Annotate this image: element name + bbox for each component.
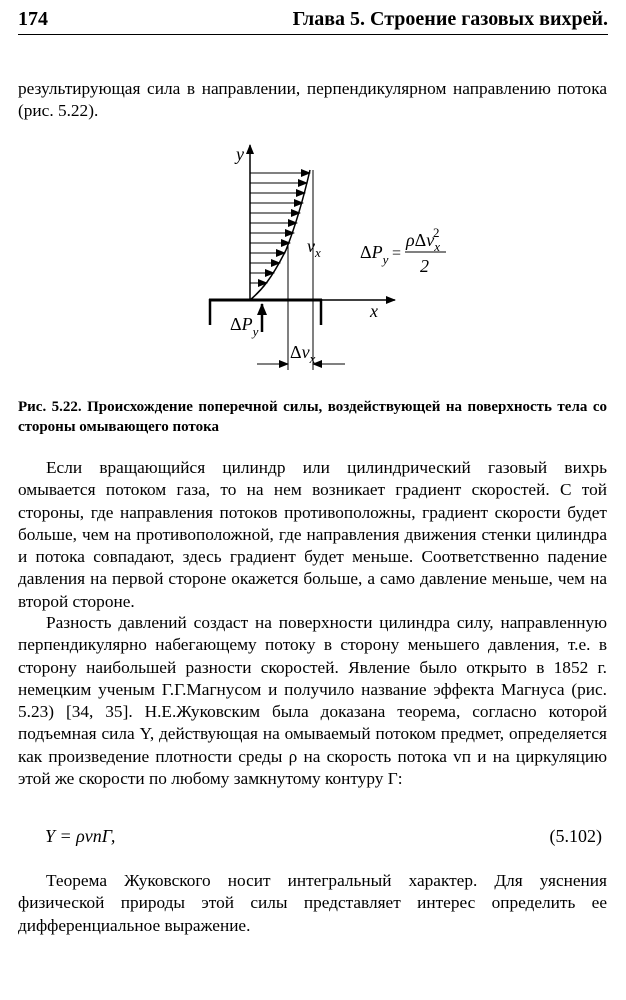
figure-caption: Рис. 5.22. Происхождение поперечной силы, воздействующей на поверхность тела со стороны омывающего потока	[18, 399, 607, 435]
figure-formula	[360, 225, 446, 276]
body-paragraph-3: Теорема Жуковского носит интегральный характер. Для уяснения физической природы этой силы представляет интерес определить ее дифференциальное выражение.	[18, 871, 607, 935]
y-axis-label: y	[236, 144, 244, 164]
delta-vx-label: $\Delta v_x$	[290, 342, 316, 366]
equation-5-102: Y = ρvпГ,	[45, 826, 116, 846]
body-paragraph-2: Разность давлений создаст на поверхности цилиндра силу, направленную перпендикулярно набегающему потоку в сторону меньшего давления, т.е. в сторону наибольшей разности скоростей. Явление было открыто в 1852 г. немецким ученым Г.Г.Магнусом и получило название эффекта Магнуса (рис. 5.23) [34, 35]. Н.Е.Жуковским была доказана теорема, согласно которой подъемная сила Y, действующая на омываемый потоком предмет, определяется как произведение плотности среды ρ на скорость потока vп и на циркуляцию этой же скорости по любому замкнутому контуру Г:	[18, 613, 607, 789]
velocity-arrows	[250, 173, 310, 283]
equation-number: (5.102)	[549, 826, 602, 846]
formula-equals: =	[392, 245, 402, 262]
formula-numerator: ρΔv$_x$2	[406, 225, 440, 254]
page-number: 174	[18, 8, 48, 30]
figure-5-22	[0, 140, 626, 380]
body-paragraph-1: Если вращающийся цилиндр или цилиндрический газовый вихрь омывается потоком газа, то на нем возникает градиент скоростей. С той стороны, где направления потоков противоположны, градиент скорости будет больше, чем на противоположной, где направления движения стенки цилиндра и потока совпадают, здесь градиент будет меньше. Соответственно падение давления на первой стороне окажется больше, а само давление меньше, чем на второй стороне.	[18, 458, 607, 611]
vx-label: $v_x$	[307, 236, 321, 260]
formula-lhs: $\Delta P_y$	[360, 242, 389, 267]
x-axis-label: x	[370, 301, 378, 321]
delta-p-label: $\Delta P_y$	[230, 314, 259, 339]
chapter-title: Глава 5. Строение газовых вихрей.	[292, 8, 608, 30]
velocity-profile-curve	[250, 170, 310, 300]
intro-paragraph: результирующая сила в направлении, перпендикулярном направлению потока (рис. 5.22).	[18, 79, 607, 121]
formula-denominator: 2	[420, 256, 429, 276]
page-header	[18, 4, 608, 35]
